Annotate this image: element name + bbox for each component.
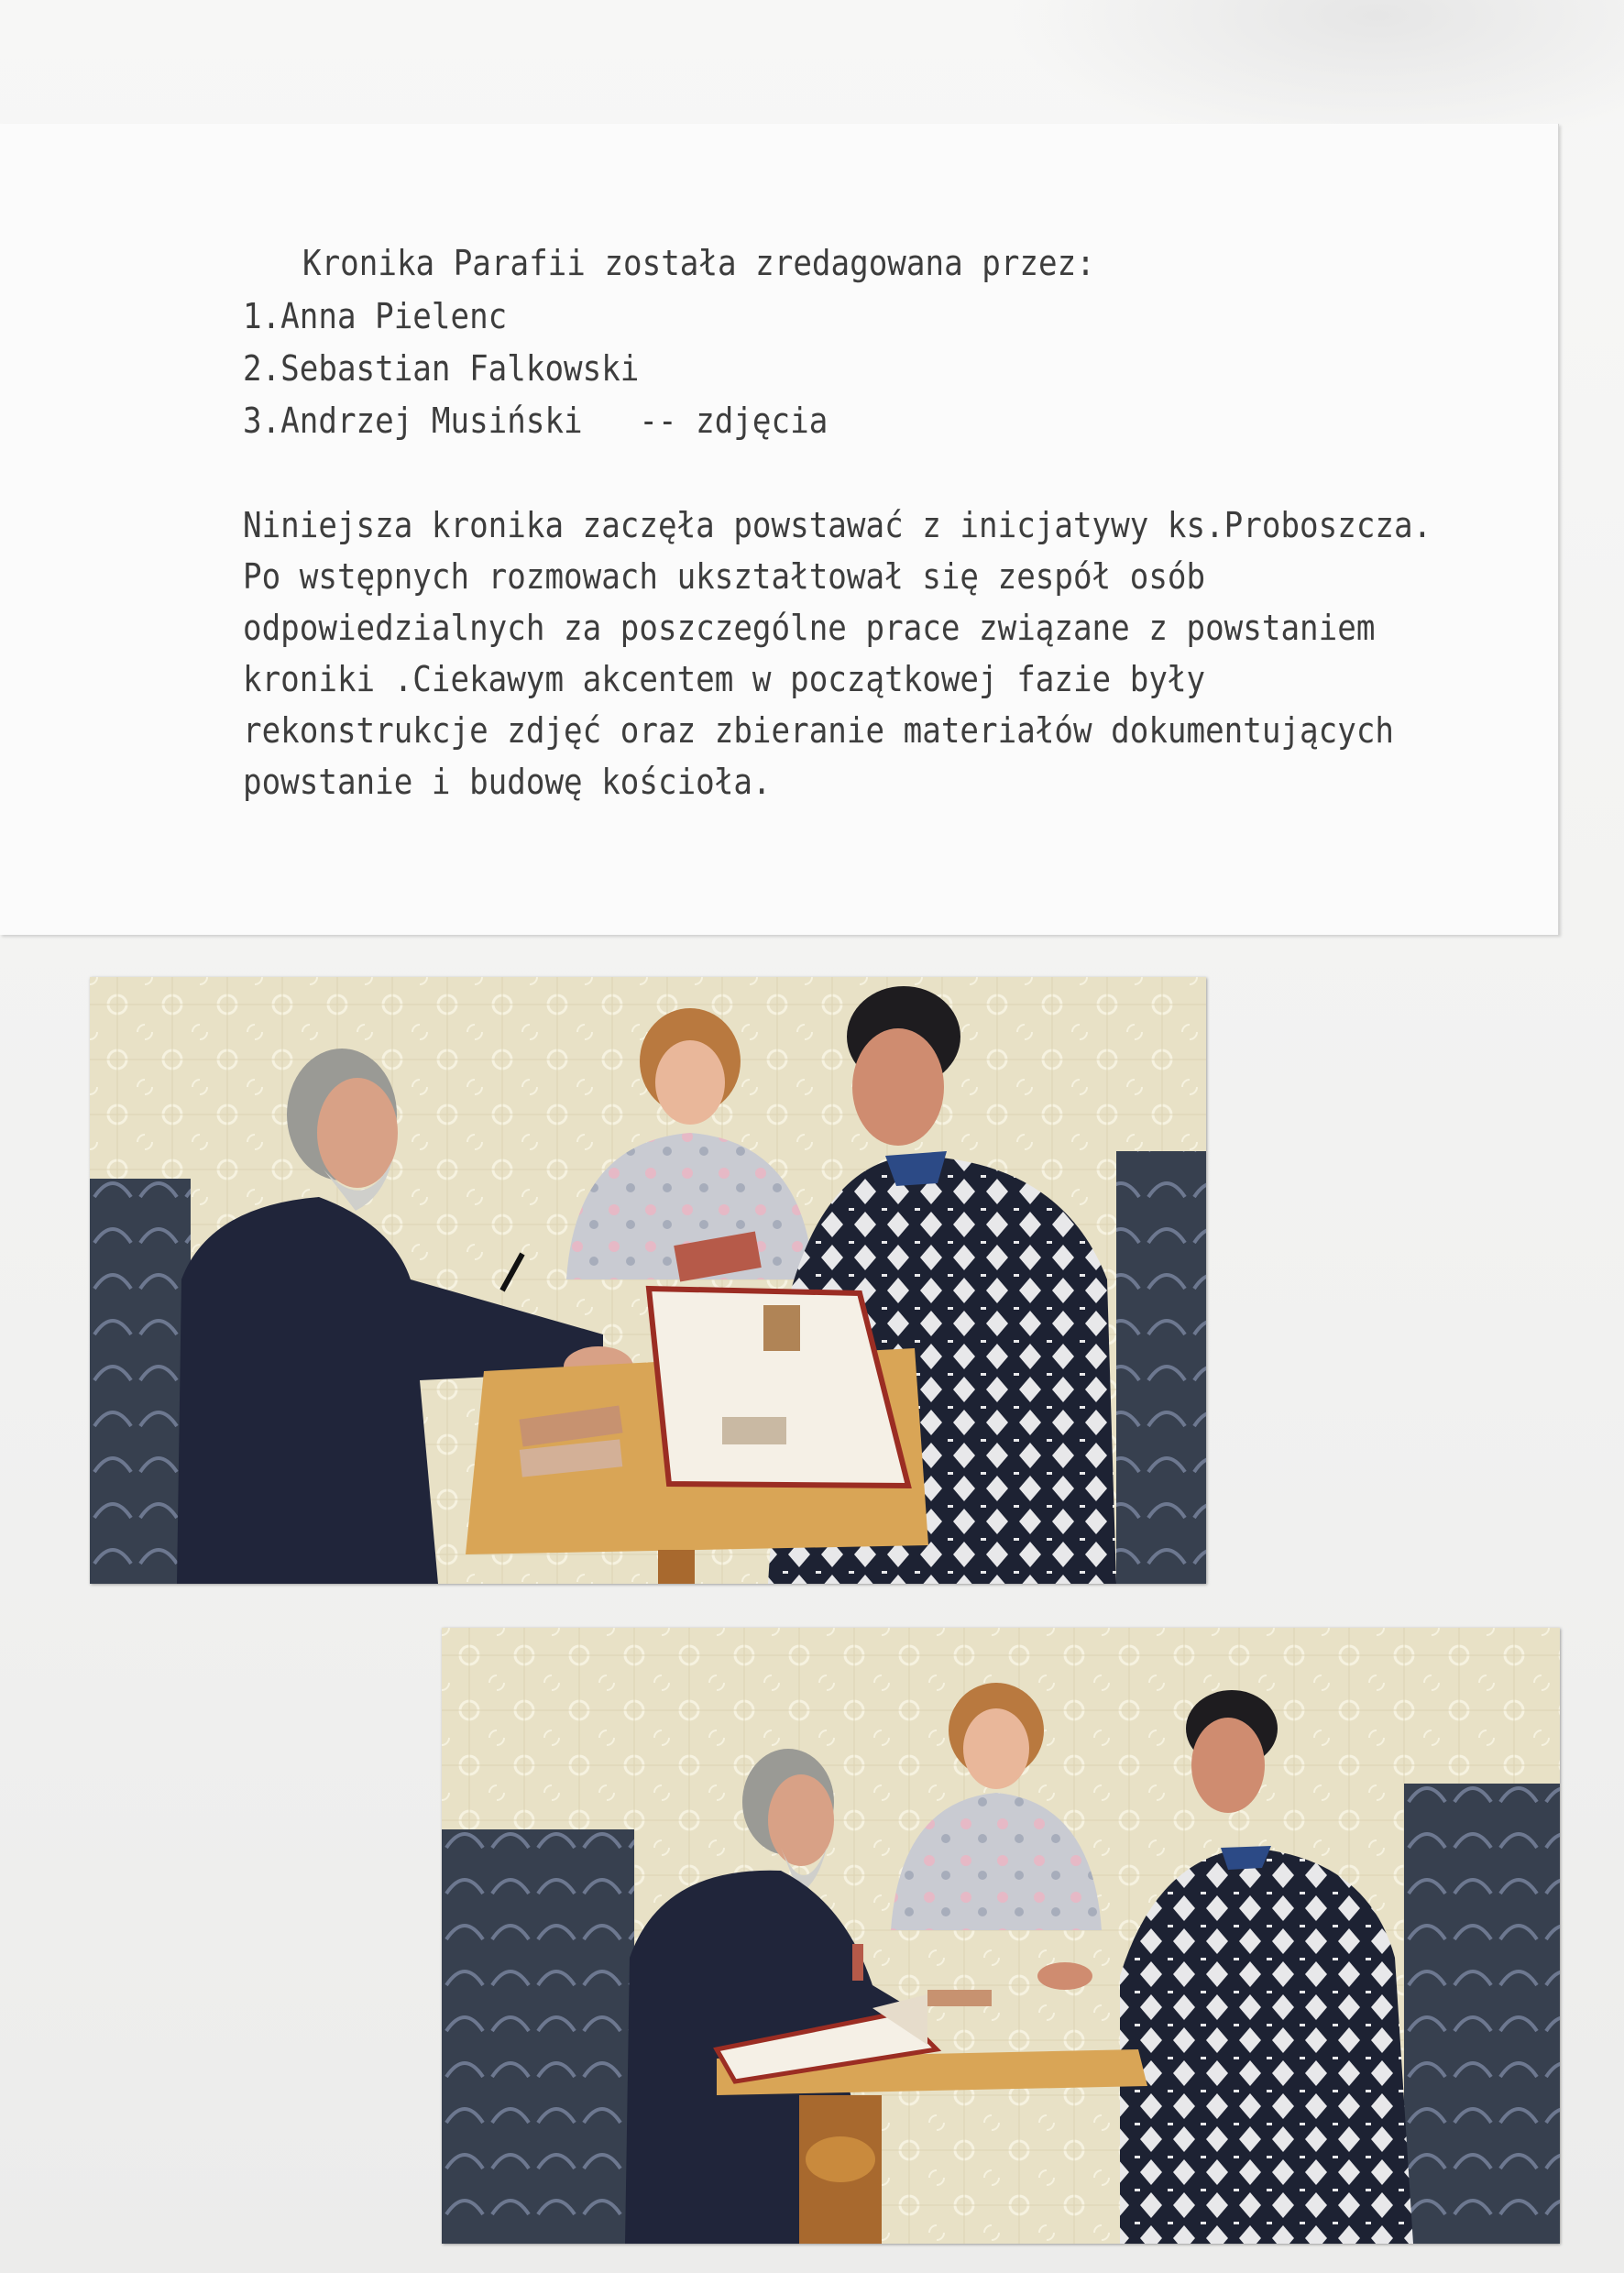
paragraph-line: powstanie i budowę kościoła. <box>243 762 772 802</box>
paragraph-line: Po wstępnych rozmowach ukształtował się zespół osób <box>243 556 1206 597</box>
photo-meeting-2-image <box>442 1628 1560 2244</box>
credit-line-3: 3.Andrzej Musiński -- zdjęcia <box>243 401 828 441</box>
credit-line-1: 1.Anna Pielenc <box>243 296 508 336</box>
typed-text-sheet <box>0 124 1559 935</box>
paragraph-line: rekonstrukcje zdjęć oraz zbieranie materiałów dokumentujących <box>243 710 1395 751</box>
paragraph-line: Niniejsza kronika zaczęła powstawać z inicjatywy ks.Proboszcza. <box>243 505 1432 545</box>
credit-line-2: 2.Sebastian Falkowski <box>243 348 640 389</box>
paragraph-line: kroniki .Ciekawym akcentem w początkowej fazie były <box>243 659 1206 699</box>
chronicle-paragraph <box>243 500 1432 807</box>
photo-meeting-1 <box>90 977 1206 1584</box>
paragraph-line: odpowiedzialnych za poszczególne prace związane z powstaniem <box>243 608 1376 648</box>
chronicle-heading: Kronika Parafii została zredagowana przez: <box>302 243 1095 283</box>
photo-meeting-1-image <box>90 977 1206 1584</box>
photo-meeting-2 <box>442 1628 1560 2244</box>
